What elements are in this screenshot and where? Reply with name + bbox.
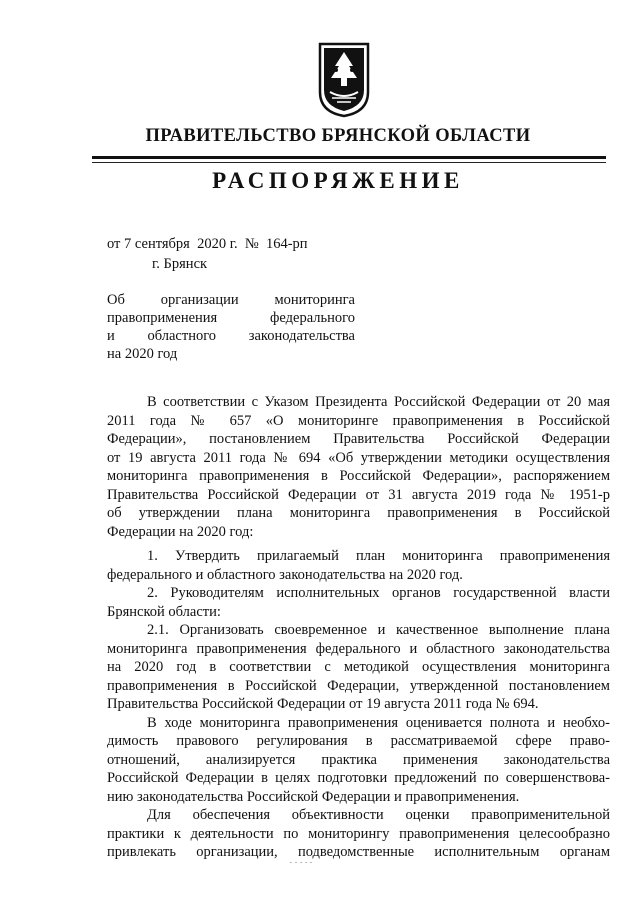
preamble-line: мониторинга правоприменения в Российской Федерации», распоряжением — [107, 468, 610, 484]
preamble-line: об утверждении плана мониторинга правоприменения в Российской — [107, 505, 610, 521]
item-line: Для обеспечения объективности оценки правоприменительной — [147, 807, 610, 823]
item-line: 2. Руководителям исполнительных органов государственной власти — [147, 585, 610, 601]
item-line: Правительства Российской Федерации от 19 августа 2011 года № 694. — [107, 696, 539, 712]
header-divider-thin — [92, 162, 606, 163]
preamble-line: Федерации на 2020 год: — [107, 523, 254, 540]
item-line: мониторинга правоприменения федерального и областного законодательства — [107, 640, 610, 657]
item-line: привлекать организации, подведомственные исполнительным органам — [107, 844, 610, 860]
document-type-heading: РАСПОРЯЖЕНИЕ — [212, 168, 464, 193]
preamble-line: 2011 года № 657 «О мониторинге правоприменения в Российской — [107, 412, 610, 429]
preamble-line: В соответствии с Указом Президента Российской Федерации от 20 мая — [147, 394, 610, 410]
item-line: правоприменения в Российской Федерации, утвержденной постановлением — [107, 677, 610, 694]
city-label: г. Брянск — [152, 256, 208, 272]
item-line: на 2020 год в соответствии с методикой осуществления мониторинга — [107, 659, 610, 675]
organization-title: ПРАВИТЕЛЬСТВО БРЯНСКОЙ ОБЛАСТИ — [145, 126, 531, 146]
item-line: В ходе мониторинга правоприменения оценивается полнота и необхо- — [147, 714, 610, 731]
subject-line: правоприменения федерального — [107, 310, 355, 326]
item-line: Российской Федерации в целях подготовки предложений по совершенствова- — [107, 770, 610, 786]
item-line: Брянской области: — [107, 603, 221, 620]
item-line: димость правового регулирования в рассматриваемой сфере право- — [107, 733, 610, 749]
preamble-paragraph — [107, 393, 610, 541]
item-line: отношений, анализируется практика применения законодательства — [107, 751, 610, 768]
preamble-line: Федерации», постановлением Правительства Российской Федерации — [107, 431, 610, 447]
subject-line: на 2020 год — [107, 346, 178, 362]
subject-line: Об организации мониторинга — [107, 292, 355, 308]
item-line: 1. Утвердить прилагаемый план мониторинга правоприменения — [147, 548, 610, 564]
date-and-number: от 7 сентября 2020 г. № 164-рп — [107, 236, 308, 252]
subject-line: и областного законодательства — [107, 328, 355, 344]
preamble-line: от 19 августа 2011 года № 694 «Об утверждении методики осуществления — [107, 449, 610, 466]
items-section — [107, 547, 610, 862]
header-divider-thick — [92, 156, 606, 159]
item-line: практики к деятельности по мониторингу правоприменения целесообразно — [107, 825, 610, 842]
coat-of-arms-icon — [318, 42, 370, 118]
item-line: 2.1. Организовать своевременное и качественное выполнение плана — [147, 622, 610, 638]
item-line: нию законодательства Российской Федерации и правоприменения. — [107, 788, 520, 805]
document-subject — [107, 291, 355, 363]
item-line: федерального и областного законодательства на 2020 год. — [107, 566, 463, 583]
scan-artifact — [290, 862, 314, 863]
preamble-line: Правительства Российской Федерации от 31 августа 2019 года № 1951-р — [107, 486, 610, 503]
